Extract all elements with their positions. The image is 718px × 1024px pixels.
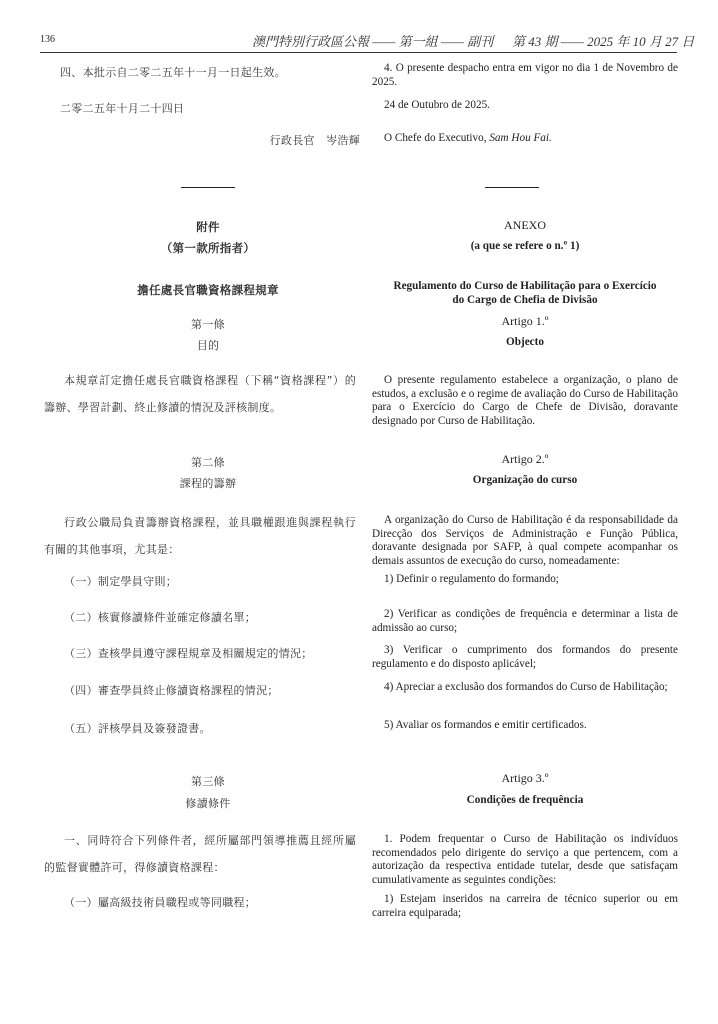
pt-article-2-heading: Organização do curso: [472, 474, 578, 486]
pt-article-2-body: A organização do Curso de Habilitação é da responsabilidade da Direcção dos Serviços de Administração e Função Pública, doravante designada por SAFP, à qual compete acompanhar os demais assuntos de execução do curso, nomeadamente:: [372, 514, 678, 567]
zh-annex-title: 附件: [196, 220, 220, 234]
separator-pt: [485, 187, 539, 188]
zh-article-3-item-1: （一）屬高級技術員職程或等同職程；: [64, 896, 257, 909]
zh-article-3-body: 一、同時符合下列條件者，經所屬部門領導推薦且經所屬的監督實體許可，得修讀資格課程：: [44, 834, 356, 874]
pt-signature-prefix: O Chefe do Executivo,: [384, 132, 490, 144]
zh-article-2-heading: 課程的籌辦: [179, 477, 237, 490]
zh-article-1-number: 第一條: [191, 318, 225, 331]
pt-article-2-item-5: 5) Avaliar os formandos e emitir certificados.: [384, 719, 587, 731]
zh-article-3-number: 第三條: [191, 775, 225, 788]
pt-article-2-item-3: 3) Verificar o cumprimento dos formandos do presente regulamento e do disposto aplicável;: [372, 644, 678, 670]
zh-article-3-heading: 修讀條件: [185, 797, 231, 810]
pt-annex-title: ANEXO: [504, 218, 546, 232]
zh-article-2-item-4: （四）審查學員終止修讀資格課程的情況；: [64, 684, 279, 697]
pt-regulation-title: Regulamento do Curso de Habilitação para o Exercício do Cargo de Chefia de Divisão: [393, 280, 657, 306]
zh-date: 二零二五年十月二十四日: [60, 102, 185, 115]
header-rule: [40, 52, 677, 53]
zh-annex-subtitle: （第一款所指者）: [160, 241, 256, 255]
pt-article-2-item-4: 4) Apreciar a exclusão dos formandos do Curso de Habilitação;: [384, 681, 668, 693]
pt-article-1-heading: Objecto: [506, 336, 544, 348]
zh-article-2-item-2: （二）核實修讀條件並確定修讀名單；: [64, 611, 257, 624]
zh-signature: 行政長官 岑浩輝: [269, 134, 360, 147]
pt-article-2-number: Artigo 2.º: [501, 452, 549, 466]
zh-article-2-item-3: （三）查核學員遵守課程規章及相關規定的情況；: [64, 647, 313, 660]
pt-date: 24 de Outubro de 2025.: [384, 99, 490, 111]
pt-signature: [384, 132, 552, 146]
zh-regulation-title: 擔任處長官職資格課程規章: [137, 283, 279, 297]
issue-date: 第 43 期 —— 2025 年 10 月 27 日: [512, 34, 695, 49]
pt-signature-name: Sam Hou Fai.: [489, 132, 552, 144]
zh-article-2-body: 行政公職局負責籌辦資格課程，並具職權跟進與課程執行有關的其他事項，尤其是：: [44, 516, 356, 556]
publication-title: 澳門特別行政區公報 —— 第一組 —— 副刊: [252, 34, 494, 49]
pt-article-1-body: O presente regulamento estabelece a organização, o plano de estudos, a exclusão e o regime de avaliação do Curso de Habilitação para o Exercício do Cargo de Chefe de Divisão, doravante designado por Curso de Habilitação.: [372, 374, 678, 427]
zh-article-2-item-5: （五）評核學員及簽發證書。: [64, 722, 211, 735]
zh-item-4: 四、本批示自二零二五年十一月一日起生效。: [60, 66, 286, 79]
zh-article-2-item-1: （一）制定學員守則；: [64, 575, 177, 588]
pt-article-3-number: Artigo 3.º: [501, 771, 549, 785]
pt-article-2-item-2: 2) Verificar as condições de frequência e determinar a lista de admissão ao curso;: [372, 608, 678, 634]
zh-article-2-number: 第二條: [191, 456, 225, 469]
pt-article-3-body: 1. Podem frequentar o Curso de Habilitação os indivíduos recomendados pelo dirigente do serviço a que pertencem, com a autorização da respectiva entidade tutelar, desde que satisfaçam cumulativamente as seguintes condições:: [372, 833, 678, 886]
pt-annex-subtitle: (a que se refere o n.º 1): [470, 240, 580, 252]
pt-item-4: 4. O presente despacho entra em vigor no dia 1 de Novembro de 2025.: [372, 62, 678, 88]
page-number: 136: [40, 34, 55, 45]
zh-article-1-body: 本規章訂定擔任處長官職資格課程（下稱“資格課程”）的籌辦、學習計劃、終止修讀的情況及評核制度。: [44, 374, 356, 414]
separator-zh: [181, 187, 235, 188]
zh-article-1-heading: 目的: [196, 339, 220, 352]
pt-article-3-item-1: 1) Estejam inseridos na carreira de técnico superior ou em carreira equiparada;: [372, 893, 678, 919]
pt-article-2-item-1: 1) Definir o regulamento do formando;: [384, 573, 559, 585]
pt-article-3-heading: Condições de frequência: [466, 794, 584, 806]
pt-article-1-number: Artigo 1.º: [501, 314, 549, 328]
